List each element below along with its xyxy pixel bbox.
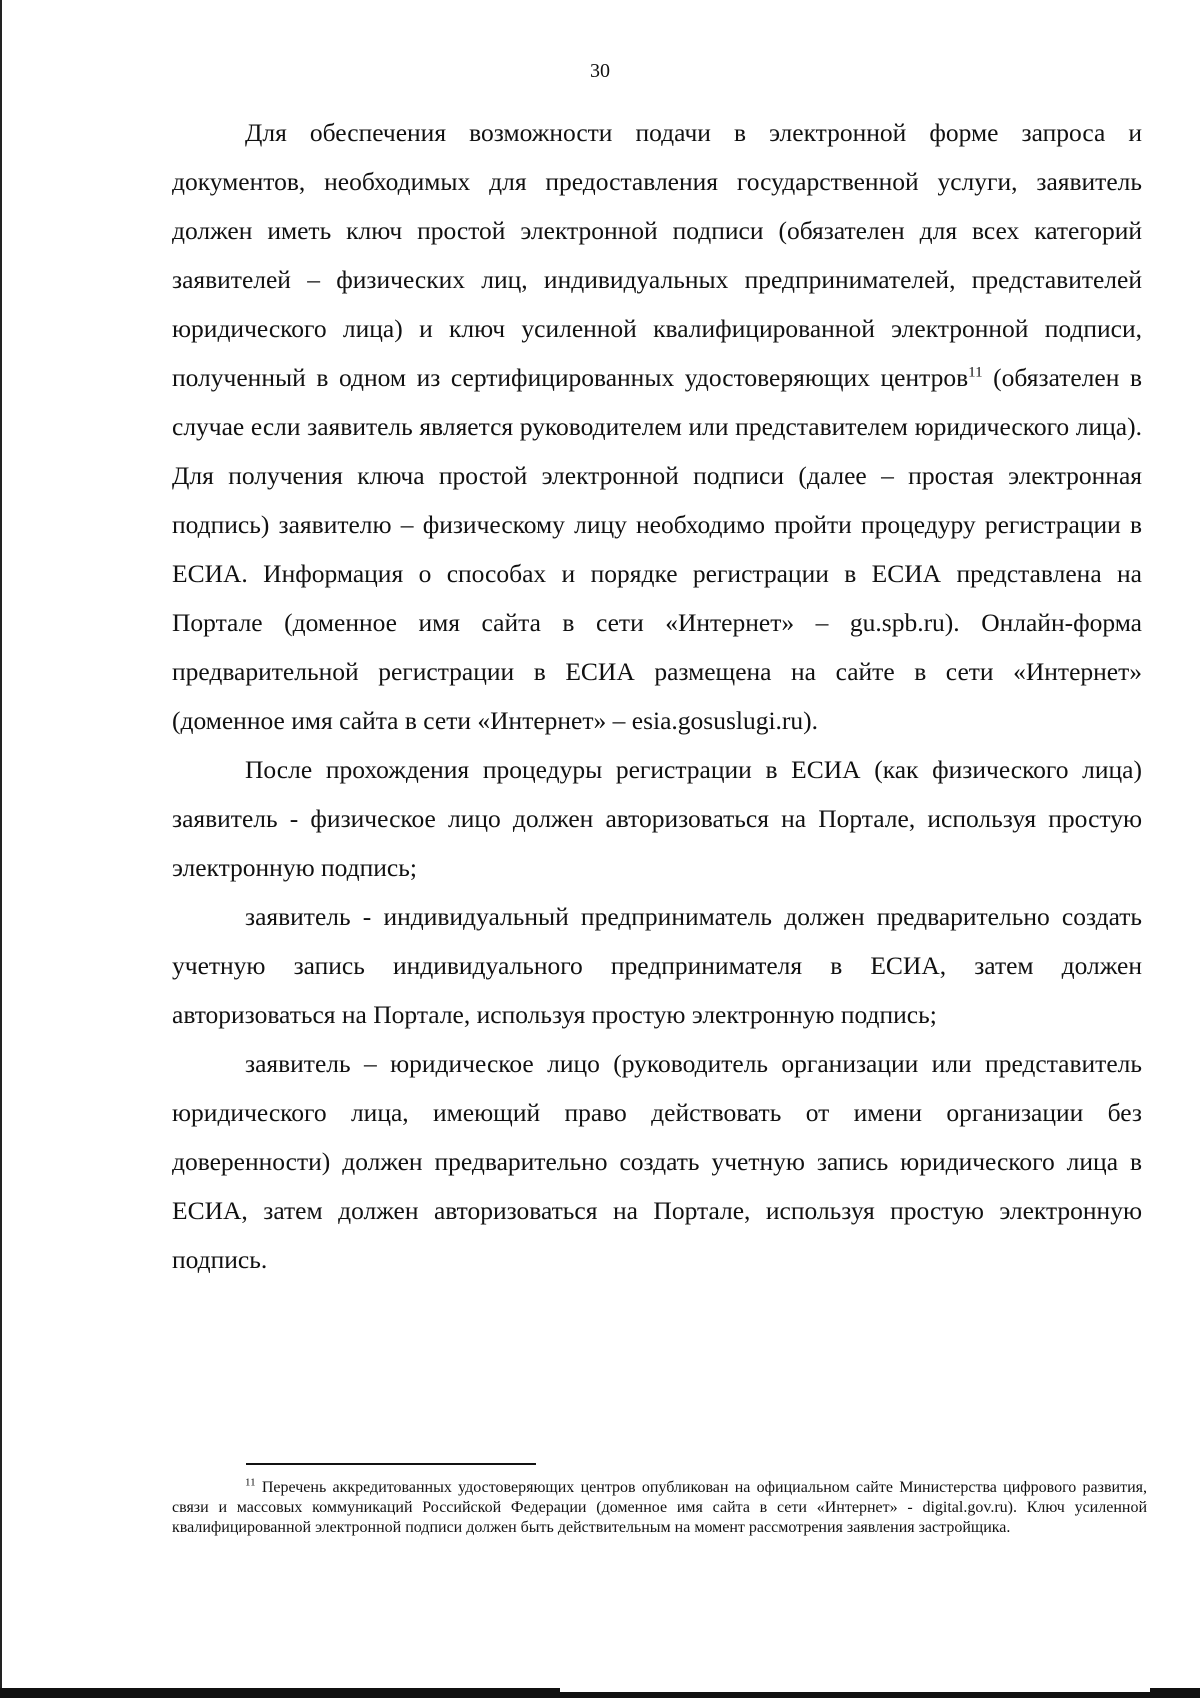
body-text (172, 108, 1142, 1284)
paragraph: После прохождения процедуры регистрации в ЕСИА (как физического лица) заявитель - физическое лицо должен авторизоваться на Портале, используя простую электронную подпись; (172, 755, 1142, 882)
footnote-mark: 11 (245, 1476, 256, 1489)
paragraph-text: (обязателен в случае если заявитель является руководителем или представителем юридического лица). Для получения ключа простой электронной подписи (далее – простая электронная подпись) заявителю – физическому лицу необходимо пройти процедуру регистрации в ЕСИА. Информация о способах и порядке регистрации в ЕСИА представлена на Портале (доменное имя сайта в сети «Интернет» – gu.spb.ru). Онлайн-форма предварительной регистрации в ЕСИА размещена на сайте в сети «Интернет» (доменное имя сайта в сети «Интернет» – esia.gosuslugi.ru). (172, 363, 1142, 735)
footnote-reference[interactable]: 11 (968, 364, 983, 381)
footnote-separator (246, 1463, 536, 1465)
footnote (172, 1478, 1147, 1538)
scan-edge-left (0, 0, 2, 1698)
footnote-text: Перечень аккредитованных удостоверяющих центров опубликован на официальном сайте Министерства цифрового развития, связи и массовых коммуникаций Российской Федерации (доменное имя сайта в сети «Интернет» - digital.gov.ru). Ключ усиленной квалифицированной электронной подписи должен быть действительным на момент рассмотрения заявления застройщика. (172, 1479, 1147, 1536)
scan-edge-bottom-gap (560, 1688, 1150, 1692)
page-number: 30 (590, 60, 610, 82)
paragraph (172, 108, 1142, 745)
paragraph: заявитель - индивидуальный предприниматель должен предварительно создать учетную запись индивидуального предпринимателя в ЕСИА, затем должен авторизоваться на Портале, используя простую электронную подпись; (172, 902, 1142, 1029)
paragraph: заявитель – юридическое лицо (руководитель организации или представитель юридического лица, имеющий право действовать от имени организации без доверенности) должен предварительно создать учетную запись юридического лица в ЕСИА, затем должен авторизоваться на Портале, используя простую электронную подпись. (172, 1049, 1142, 1274)
paragraph-text: Для обеспечения возможности подачи в электронной форме запроса и документов, необходимых для предоставления государственной услуги, заявитель должен иметь ключ простой электронной подписи (обязателен для всех категорий заявителей – физических лиц, индивидуальных предпринимателей, представителей юридического лица) и ключ усиленной квалифицированной электронной подписи, полученный в одном из сертифицированных удостоверяющих центров (172, 118, 1142, 392)
